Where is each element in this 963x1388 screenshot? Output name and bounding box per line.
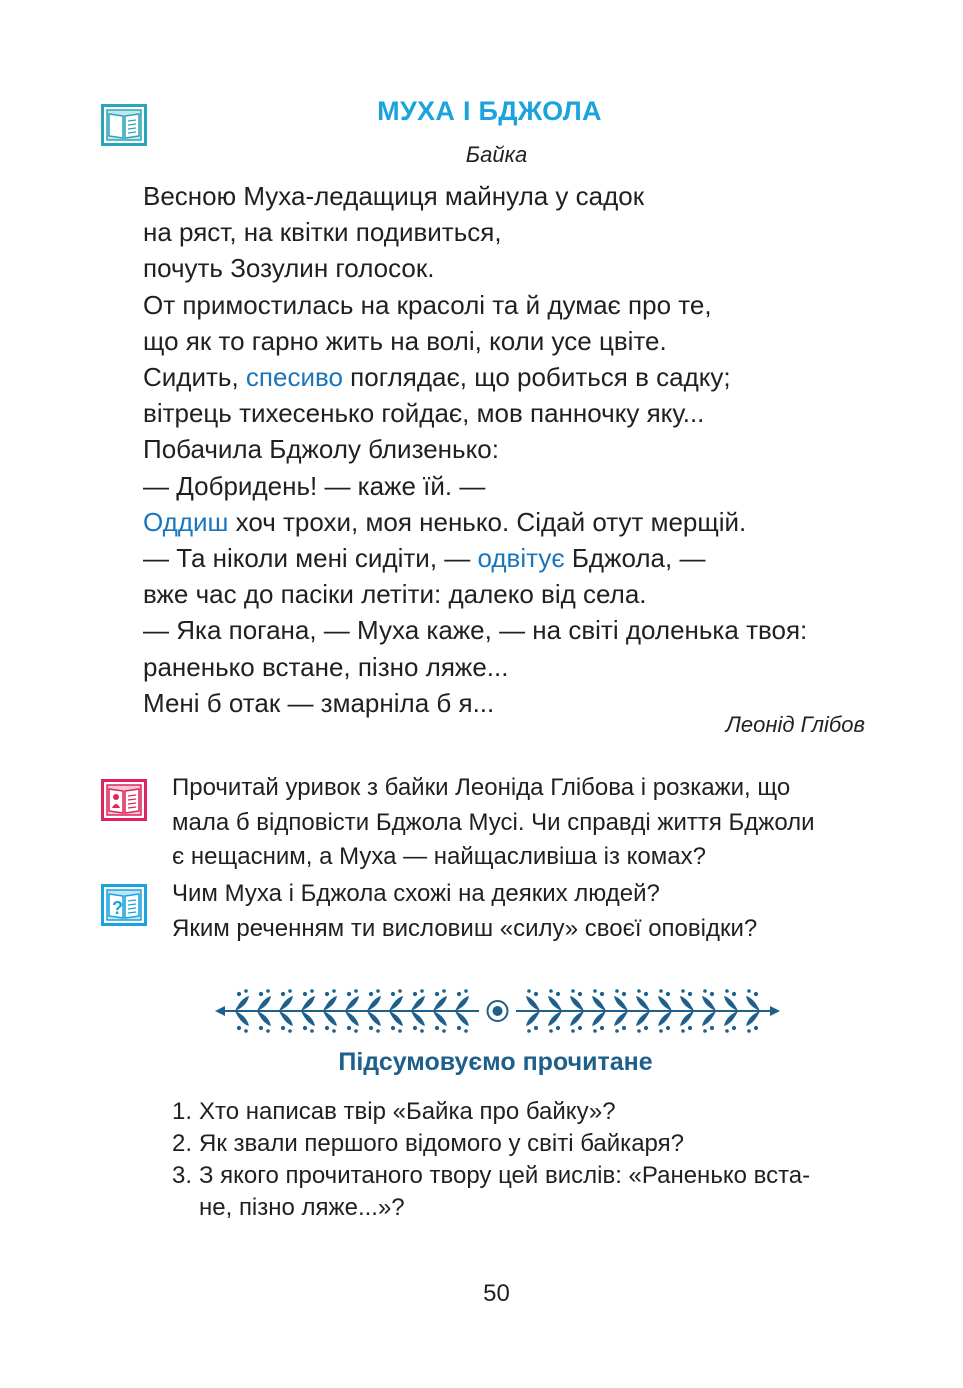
poem-line: От примостилась на красолі та й думає про те, <box>143 289 712 320</box>
poem-text <box>143 178 933 721</box>
list-item: 2. Як звали першого відомого у світі байкаря? <box>172 1130 684 1157</box>
task-reading-question: Прочитай уривок з байки Леоніда Глібова і розкажи, що мала б відповісти Бджола Мусі. Чи справді життя Бджоли є нещасним, а Муха — найщасливіша із комах? <box>172 774 815 871</box>
poem-line: Оддиш хоч трохи, моя ненько. Сідай отут мерщій. <box>143 506 747 537</box>
poem-line: — Добридень! — каже їй. — <box>143 470 486 501</box>
poem-line: Побачила Бджолу близенько: <box>143 434 499 465</box>
list-item-continuation: не, пізно ляже...»? <box>199 1194 405 1221</box>
task-discussion-question: Чим Муха і Бджола схожі на деяких людей? Яким реченням ти висловиш «силу» своєї оповідки? <box>172 880 758 942</box>
poem-line: що як то гарно жить на волі, коли усе цвіте. <box>143 325 667 356</box>
poem-line: Мені б отак — змарніла б я... <box>143 687 495 718</box>
poem-author: Леонід Глібов <box>725 712 865 737</box>
svg-text:?: ? <box>112 898 123 918</box>
poem-genre: Байка <box>465 142 528 167</box>
list-item: 3. З якого прочитаного твору цей вислів: «Раненько вста- <box>172 1162 811 1189</box>
poem-line: вже час до пасіки летіти: далеко від села. <box>143 579 647 610</box>
list-item: 1. Хто написав твір «Байка про байку»? <box>172 1098 616 1125</box>
vocabulary-word: Оддиш <box>143 506 229 537</box>
poem-line: на ряст, на квітки подивиться, <box>143 217 502 248</box>
poem-line: Весною Муха-ледащиця майнула у садок <box>143 181 645 211</box>
poem-line: вітрець тихесенько гойдає, мов панночку яку... <box>143 398 705 429</box>
task-book-icon <box>101 779 147 821</box>
question-book-icon <box>101 884 147 926</box>
poem-line: — Та ніколи мені сидіти, — одвітує Бджола, — <box>143 543 706 574</box>
poem-line: — Яка погана, — Муха каже, — на світі доленька твоя: <box>143 615 808 646</box>
poem-line: почуть Зозулин голосок. <box>143 253 435 284</box>
poem-line: Сидить, спесиво поглядає, що робиться в садку; <box>143 362 731 393</box>
folk-ornament <box>215 988 780 1039</box>
summary-question-list <box>172 1096 912 1224</box>
page-number: 50 <box>483 1280 510 1307</box>
vocabulary-word: одвітує <box>477 543 565 574</box>
vocabulary-word: спесиво <box>245 362 343 393</box>
summary-heading: Підсумовуємо прочитане <box>338 1048 653 1076</box>
poem-line: раненько встане, пізно ляже... <box>143 651 509 682</box>
poem-title: МУХА І БДЖОЛА <box>377 96 602 126</box>
